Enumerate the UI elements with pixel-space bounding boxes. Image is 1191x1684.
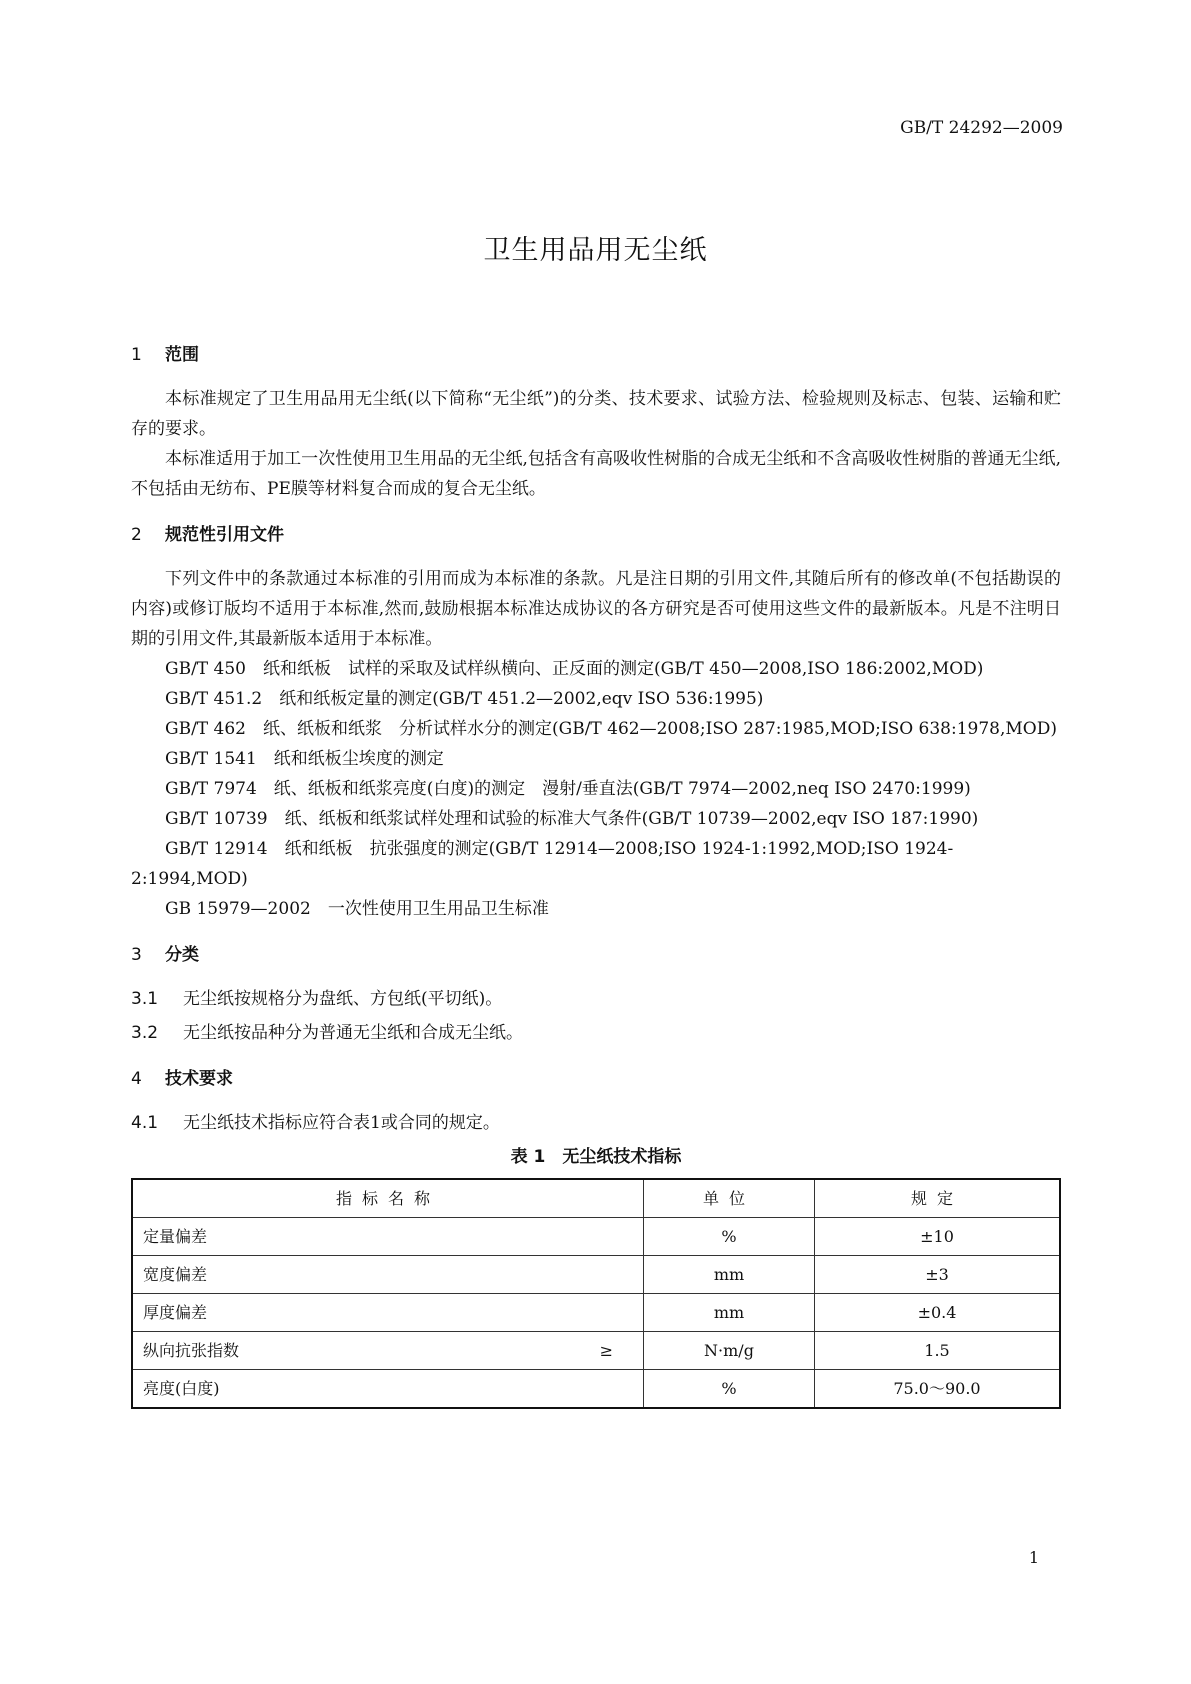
reference-item: GB/T 12914 纸和纸板 抗张强度的测定(GB/T 12914—2008;ISO 1924-1:1992,MOD;ISO 1924-2:1994,MOD) <box>131 839 954 889</box>
clause-number: 4.1 <box>131 1113 159 1133</box>
paragraph: 下列文件中的条款通过本标准的引用而成为本标准的条款。凡是注日期的引用文件,其随后所有的修改单(不包括勘误的内容)或修订版均不适用于本标准,然而,鼓励根据本标准达成协议的各方研究是否可使用这些文件的最新版本。凡是不注明日期的引用文件,其最新版本适用于本标准。 <box>131 569 1061 649</box>
cell-unit: mm <box>644 1294 815 1332</box>
reference-item: GB 15979—2002 一次性使用卫生用品卫生标准 <box>165 899 549 919</box>
reference-item: GB/T 10739 纸、纸板和纸浆试样处理和试验的标准大气条件(GB/T 10739—2002,eqv ISO 187:1990) <box>165 809 979 829</box>
cell-unit: % <box>644 1218 815 1256</box>
cell-unit: % <box>644 1370 815 1409</box>
cell-name: 定量偏差 <box>132 1218 644 1256</box>
clause-text: 无尘纸按品种分为普通无尘纸和合成无尘纸。 <box>183 1023 523 1043</box>
clause-number: 3.2 <box>131 1023 159 1043</box>
section-number: 3 <box>131 945 142 965</box>
header-name: 指标名称 <box>132 1179 644 1218</box>
cell-value: ±3 <box>815 1256 1061 1294</box>
cell-name: 厚度偏差 <box>132 1294 644 1332</box>
clause-4-1 <box>131 1108 1061 1138</box>
cell-unit: N·m/g <box>644 1332 815 1370</box>
table-header-row <box>132 1179 1060 1218</box>
cell-name: 亮度(白度) <box>132 1370 644 1409</box>
table-row <box>132 1332 1060 1370</box>
header-unit: 单位 <box>644 1179 815 1218</box>
cell-name: 宽度偏差 <box>132 1256 644 1294</box>
reference-item: GB/T 1541 纸和纸板尘埃度的测定 <box>165 749 444 769</box>
reference-item: GB/T 7974 纸、纸板和纸浆亮度(白度)的测定 漫射/垂直法(GB/T 7974—2002,neq ISO 2470:1999) <box>165 779 971 799</box>
page-number: 1 <box>1028 1548 1039 1567</box>
section-2-heading <box>131 520 1061 550</box>
header-value: 规定 <box>815 1179 1061 1218</box>
cell-value: 1.5 <box>815 1332 1061 1370</box>
paragraph: 本标准规定了卫生用品用无尘纸(以下简称“无尘纸”)的分类、技术要求、试验方法、检验规则及标志、包装、运输和贮存的要求。 <box>131 389 1061 439</box>
section-title: 规范性引用文件 <box>165 525 284 545</box>
cell-value: 75.0～90.0 <box>815 1370 1061 1409</box>
document-title: 卫生用品用无尘纸 <box>483 235 708 266</box>
paragraph: 本标准适用于加工一次性使用卫生用品的无尘纸,包括含有高吸收性树脂的合成无尘纸和不含高吸收性树脂的普通无尘纸,不包括由无纺布、PE膜等材料复合而成的复合无尘纸。 <box>131 449 1061 499</box>
cell-name: 纵向抗张指数 ≥ <box>132 1332 644 1370</box>
table-row <box>132 1370 1060 1409</box>
clause-text: 无尘纸按规格分为盘纸、方包纸(平切纸)。 <box>183 989 503 1009</box>
section-3-heading <box>131 940 1061 970</box>
section-number: 4 <box>131 1069 142 1089</box>
technical-indicators-table <box>131 1178 1061 1409</box>
section-title: 范围 <box>165 345 199 365</box>
clause-3-2 <box>131 1018 1061 1048</box>
reference-item: GB/T 462 纸、纸板和纸浆 分析试样水分的测定(GB/T 462—2008;ISO 287:1985,MOD;ISO 638:1978,MOD) <box>165 719 1058 739</box>
reference-item: GB/T 450 纸和纸板 试样的采取及试样纵横向、正反面的测定(GB/T 450—2008,ISO 186:2002,MOD) <box>165 659 984 679</box>
cell-value: ±10 <box>815 1218 1061 1256</box>
section-4-heading <box>131 1064 1061 1094</box>
standard-number: GB/T 24292—2009 <box>900 118 1063 138</box>
clause-3-1 <box>131 984 1061 1014</box>
clause-text: 无尘纸技术指标应符合表1或合同的规定。 <box>183 1113 500 1133</box>
section-title: 分类 <box>165 945 199 965</box>
greater-equal-symbol: ≥ <box>599 1340 613 1360</box>
table-row <box>132 1256 1060 1294</box>
section-title: 技术要求 <box>165 1069 233 1089</box>
cell-value: ±0.4 <box>815 1294 1061 1332</box>
reference-item: GB/T 451.2 纸和纸板定量的测定(GB/T 451.2—2002,eqv ISO 536:1995) <box>165 689 764 709</box>
clause-number: 3.1 <box>131 989 159 1009</box>
section-number: 1 <box>131 345 142 365</box>
cell-unit: mm <box>644 1256 815 1294</box>
table-row <box>132 1218 1060 1256</box>
table-row <box>132 1294 1060 1332</box>
section-1-heading <box>131 340 1061 370</box>
section-number: 2 <box>131 525 142 545</box>
table-caption: 表 1 无尘纸技术指标 <box>510 1147 682 1167</box>
document-body <box>131 330 1061 1409</box>
